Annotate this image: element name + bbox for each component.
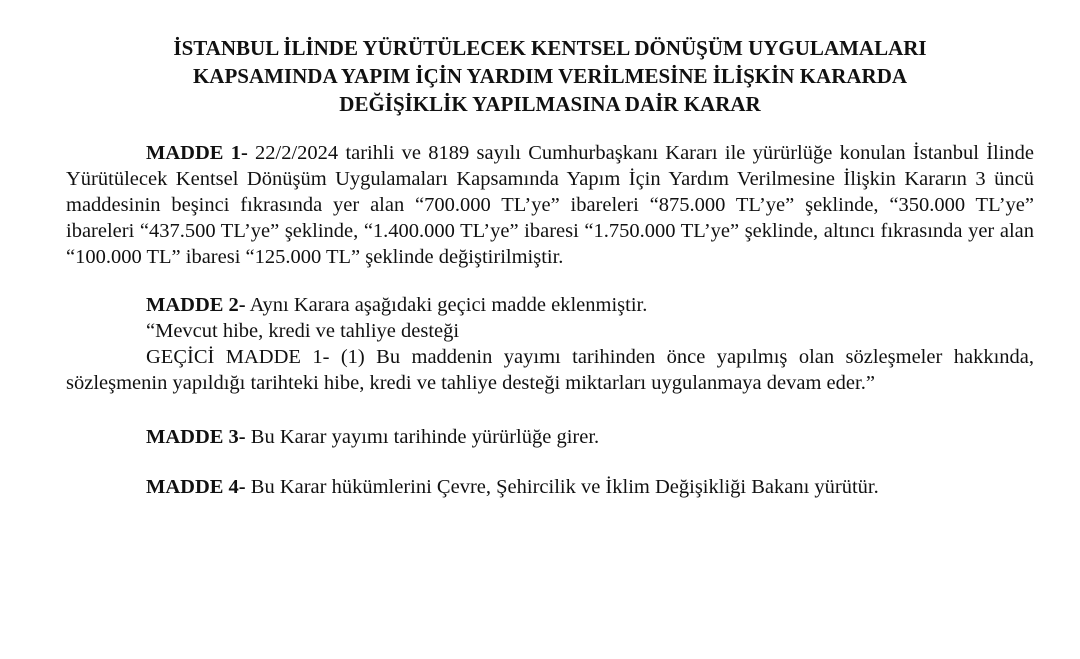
- article-3: [66, 424, 1034, 450]
- article-2-quote-heading: “Mevcut hibe, kredi ve tahliye desteği: [146, 320, 460, 342]
- title-line-3: DEĞİŞİKLİK YAPILMASINA DAİR KARAR: [339, 92, 761, 116]
- document-title: [66, 34, 1034, 118]
- article-2: [66, 292, 1034, 318]
- article-4: [66, 474, 1034, 500]
- article-2-temporary-article: GEÇİCİ MADDE 1- (1) Bu maddenin yayımı tarihinden önce yapılmış olan sözleşmeler hakkında, sözleşmenin yapıldığı tarihteki hibe, kredi ve tahliye desteği miktarları uygulanmaya devam eder.”: [66, 346, 1034, 394]
- article-1-label: MADDE 1-: [146, 142, 248, 164]
- article-2-label: MADDE 2-: [146, 294, 246, 316]
- title-line-2: KAPSAMINDA YAPIM İÇİN YARDIM VERİLMESİNE İLİŞKİN KARARDA: [192, 64, 908, 88]
- article-3-text: Bu Karar yayımı tarihinde yürürlüğe girer.: [245, 426, 600, 448]
- article-4-text: Bu Karar hükümlerini Çevre, Şehircilik ve İklim Değişikliği Bakanı yürütür.: [245, 476, 879, 498]
- article-4-label: MADDE 4-: [146, 476, 246, 498]
- title-line-1: İSTANBUL İLİNDE YÜRÜTÜLECEK KENTSEL DÖNÜŞÜM UYGULAMALARI: [173, 36, 927, 60]
- article-2-text: Aynı Karara aşağıdaki geçici madde eklenmiştir.: [245, 294, 648, 316]
- article-1-text: 22/2/2024 tarihli ve 8189 sayılı Cumhurbaşkanı Kararı ile yürürlüğe konulan İstanbul İlinde Yürütülecek Kentsel Dönüşüm Uygulamaları Kapsamında Yapım İçin Yardım Verilmesine İlişkin Kararın 3 üncü maddesinin beşinci fıkrasında yer alan “700.000 TL’ye” ibareleri “875.000 TL’ye” şeklinde, “350.000 TL’ye” ibareleri “437.500 TL’ye” şeklinde, “1.400.000 TL’ye” ibaresi “1.750.000 TL’ye” şeklinde, altıncı fıkrasında yer alan “100.000 TL” ibaresi “125.000 TL” şeklinde değiştirilmiştir.: [66, 142, 1035, 268]
- article-3-label: MADDE 3-: [146, 426, 246, 448]
- article-1: [66, 140, 1034, 270]
